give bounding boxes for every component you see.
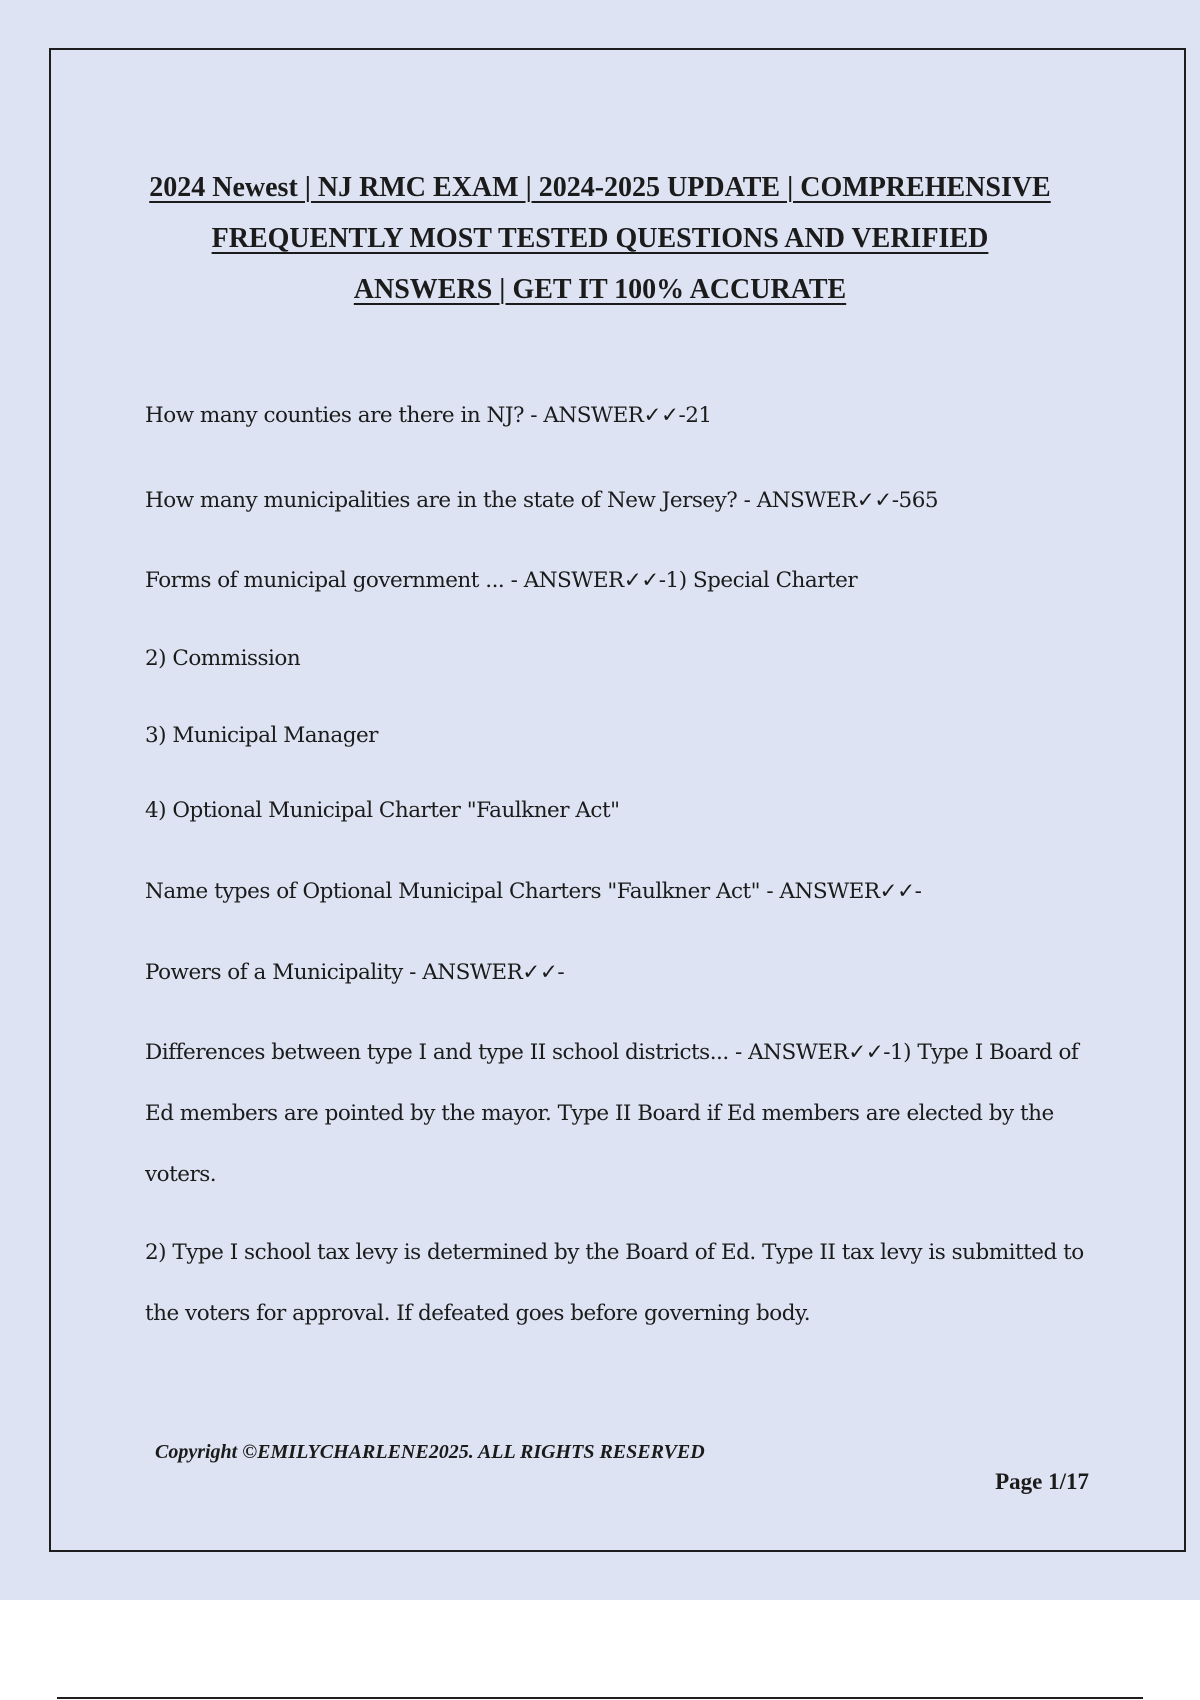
- qa-municipalities: How many municipalities are in the state of New Jersey? - ANSWER✓✓-565: [145, 488, 939, 513]
- next-page-divider: [57, 1697, 1143, 1699]
- answer-list-item: 2) Commission: [145, 646, 301, 671]
- qa-counties: How many counties are there in NJ? - ANSWER✓✓-21: [145, 403, 712, 428]
- qa-forms-of-government: Forms of municipal government ... - ANSWER✓✓-1) Special Charter: [145, 568, 858, 593]
- document-title: [100, 162, 1100, 315]
- qa-faulkner-act-types: Name types of Optional Municipal Charters "Faulkner Act" - ANSWER✓✓-: [145, 879, 922, 904]
- title-line-2: FREQUENTLY MOST TESTED QUESTIONS AND VERIFIED: [211, 223, 989, 254]
- qa-municipality-powers: Powers of a Municipality - ANSWER✓✓-: [145, 960, 565, 985]
- answer-list-item: 4) Optional Municipal Charter "Faulkner Act": [145, 798, 620, 823]
- title-line-1: 2024 Newest | NJ RMC EXAM | 2024-2025 UPDATE | COMPREHENSIVE: [149, 172, 1051, 203]
- copyright-notice: Copyright ©EMILYCHARLENE2025. ALL RIGHTS RESERVED: [155, 1441, 705, 1463]
- qa-school-districts: Differences between type I and type II school districts... - ANSWER✓✓-1) Type I Board of Ed members are pointed by the mayor. Type II Board if Ed members are elected by the voters.: [145, 1040, 1079, 1187]
- answer-list-item: 2) Type I school tax levy is determined by the Board of Ed. Type II tax levy is submitted to the voters for approval. If defeated goes before governing body.: [145, 1240, 1084, 1326]
- page-number: Page 1/17: [995, 1469, 1089, 1494]
- title-line-3: ANSWERS | GET IT 100% ACCURATE: [353, 274, 847, 305]
- answer-list-item: 3) Municipal Manager: [145, 723, 378, 748]
